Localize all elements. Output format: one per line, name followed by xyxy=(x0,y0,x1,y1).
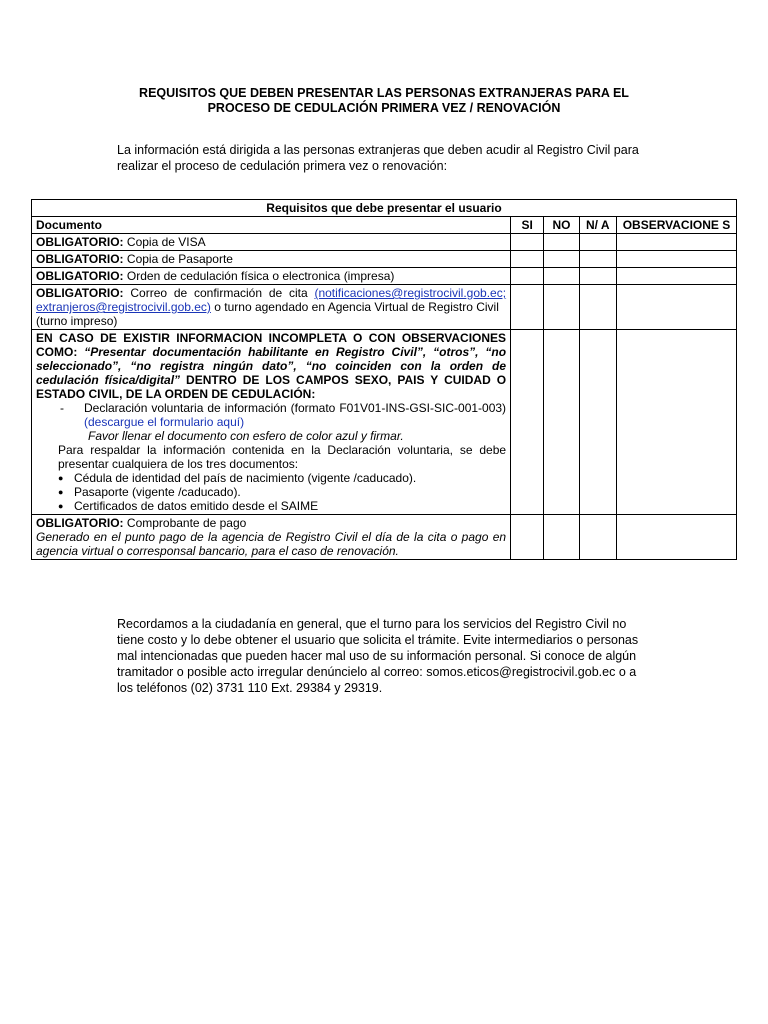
case-fields: DENTRO DE LOS CAMPOS SEXO, PAIS Y CUIDAD O ESTADO CIVIL, DE LA ORDEN DE CEDULACIÓN: xyxy=(36,373,507,401)
title-line-1: REQUISITOS QUE DEBEN PRESENTAR LAS PERSONAS EXTRANJERAS PARA EL xyxy=(139,86,629,100)
cell-si xyxy=(511,285,544,330)
requirements-table xyxy=(31,199,737,560)
cell-no xyxy=(544,251,579,268)
cell-na xyxy=(579,515,616,560)
cell-no xyxy=(544,515,579,560)
cell-no xyxy=(544,268,579,285)
header-si: SI xyxy=(511,217,544,234)
table-row xyxy=(32,330,737,515)
row-text: Orden de cedulación física o electronica (impresa) xyxy=(123,269,395,283)
row-label: OBLIGATORIO: xyxy=(36,516,124,530)
row-text: Copia de Pasaporte xyxy=(123,252,233,266)
cell-na xyxy=(579,285,616,330)
cell-si xyxy=(511,330,544,515)
cell-si xyxy=(511,234,544,251)
list-item: ● Pasaporte (vigente /caducado). xyxy=(58,485,506,499)
case-heading: EN CASO DE EXISTIR INFORMACION INCOMPLETA O CON OBSERVACIONES COMO: xyxy=(36,331,507,359)
support-text: Para respaldar la información contenida en la Declaración voluntaria, se debe presentar cualquiera de los tres documentos: xyxy=(58,443,507,471)
table-row xyxy=(32,515,737,560)
cell-si xyxy=(511,251,544,268)
cell-no xyxy=(544,330,579,515)
cell-na xyxy=(579,234,616,251)
payment-note: Generado en el punto pago de la agencia de Registro Civil el día de la cita o pago en agencia virtual o corresponsal bancario, para el caso de renovación. xyxy=(36,530,507,558)
cell-obs xyxy=(616,268,736,285)
dash-marker: - xyxy=(60,401,64,415)
row-text: Comprobante de pago xyxy=(123,516,247,530)
document-title xyxy=(100,86,668,116)
email-link[interactable]: (notificaciones@registrocivil.gob.ec; extranjeros@registrocivil.gob.ec) xyxy=(36,286,507,314)
table-row xyxy=(32,268,737,285)
table-caption: Requisitos que debe presentar el usuario xyxy=(32,200,737,217)
row-label: OBLIGATORIO: xyxy=(36,286,124,300)
row-label: OBLIGATORIO: xyxy=(36,269,124,283)
cell-si xyxy=(511,515,544,560)
cell-obs xyxy=(616,285,736,330)
cell-na xyxy=(579,251,616,268)
cell-no xyxy=(544,234,579,251)
row-label: OBLIGATORIO: xyxy=(36,235,124,249)
row-text-3: (turno impreso) xyxy=(36,314,118,328)
cell-obs xyxy=(616,234,736,251)
case-examples: “Presentar documentación habilitante en Registro Civil”, “otros”, “no seleccionado”, “no registra ningún dato”, “no coinciden con la orden de cedulación física/digital” xyxy=(36,345,507,387)
cell-obs xyxy=(616,251,736,268)
table-row xyxy=(32,251,737,268)
cell-obs xyxy=(616,515,736,560)
row-text-2: o turno agendado en Agencia Virtual de Registro Civil xyxy=(210,300,499,314)
cell-na xyxy=(579,268,616,285)
cell-obs xyxy=(616,330,736,515)
header-no: NO xyxy=(544,217,579,234)
row-text: Correo de confirmación de cita xyxy=(123,286,315,300)
table-row xyxy=(32,234,737,251)
table-row xyxy=(32,285,737,330)
row-text: Copia de VISA xyxy=(123,235,206,249)
cell-na xyxy=(579,330,616,515)
declaration-text: Declaración voluntaria de información (formato F01V01-INS-GSI-SIC-001-003) xyxy=(84,401,507,415)
list-item: ● Cédula de identidad del país de nacimiento (vigente /caducado). xyxy=(58,471,506,485)
header-documento: Documento xyxy=(32,217,511,234)
intro-paragraph: La información está dirigida a las personas extranjeras que deben acudir al Registro Civil para realizar el proceso de cedulación primera vez o renovación: xyxy=(117,143,639,173)
cell-si xyxy=(511,268,544,285)
footer-paragraph: Recordamos a la ciudadanía en general, que el turno para los servicios del Registro Civil no tiene costo y lo debe obtener el usuario que solicita el trámite. Evite intermediarios o personas mal intencionadas que pueden hacer mal uso de su información personal. Si conoce de algún tramitador o posible acto irregular denúncielo al correo: somos.eticos@registrocivil.gob.ec o a los teléfonos (02) 3731 110 Ext. 29384 y 29319. xyxy=(117,617,639,695)
cell-no xyxy=(544,285,579,330)
fill-instruction: Favor llenar el documento con esfero de color azul y firmar. xyxy=(88,429,404,443)
download-form-link[interactable]: (descargue el formulario aquí) xyxy=(84,415,245,429)
header-observaciones: OBSERVACIONE S xyxy=(616,217,736,234)
title-line-2: PROCESO DE CEDULACIÓN PRIMERA VEZ / RENOVACIÓN xyxy=(207,101,561,115)
documents-list xyxy=(36,471,506,513)
header-na: N/ A xyxy=(579,217,616,234)
list-item: ● Certificados de datos emitido desde el SAIME xyxy=(58,499,506,513)
row-label: OBLIGATORIO: xyxy=(36,252,124,266)
